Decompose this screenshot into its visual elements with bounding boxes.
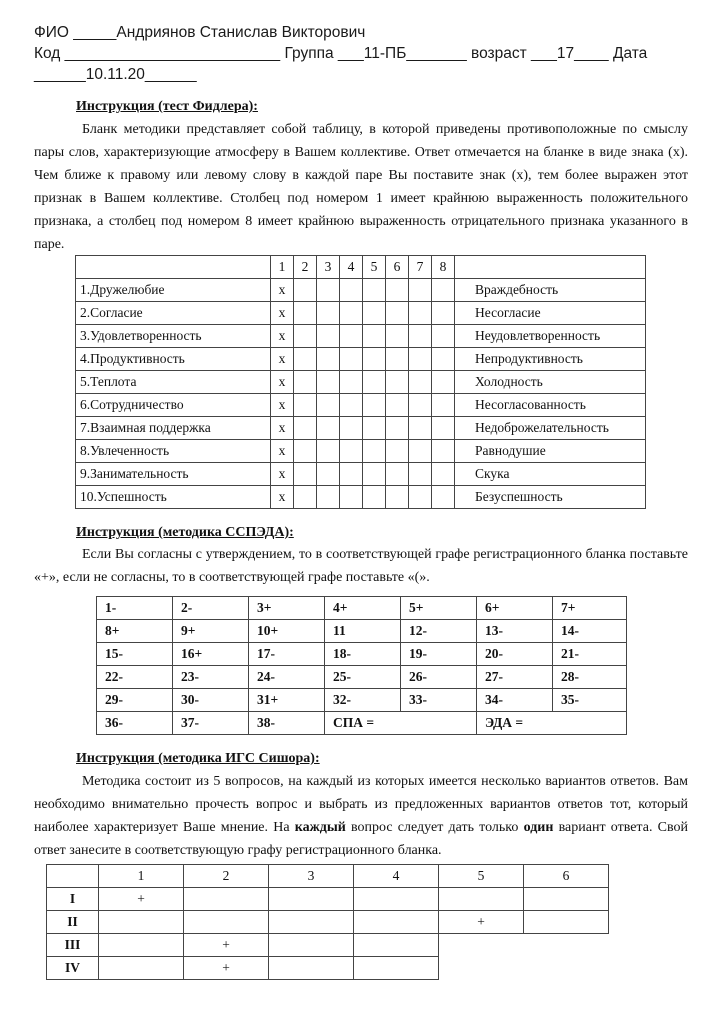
sspeda-cell[interactable]: 17- [249, 643, 325, 666]
negative-trait: Непродуктивность [455, 348, 646, 371]
sspeda-cell[interactable]: 31+ [249, 689, 325, 712]
rating-cell[interactable] [294, 348, 317, 371]
sspeda-cell[interactable]: 2- [173, 597, 249, 620]
sspeda-row [97, 643, 627, 666]
rating-cell[interactable] [294, 486, 317, 509]
sspeda-cell[interactable]: 11 [325, 620, 401, 643]
rating-cell[interactable] [386, 279, 409, 302]
rating-cell[interactable] [317, 348, 340, 371]
answer-cell[interactable] [439, 888, 524, 911]
rating-cell[interactable] [363, 325, 386, 348]
fiedler-row [76, 394, 646, 417]
column-header: 2 [294, 256, 317, 279]
sspeda-row [97, 597, 627, 620]
positive-trait: 6.Сотрудничество [76, 394, 271, 417]
rating-cell[interactable] [317, 394, 340, 417]
answer-cell[interactable]: + [439, 911, 524, 934]
answer-cell[interactable] [524, 911, 609, 934]
rating-cell[interactable] [294, 279, 317, 302]
sspeda-cell[interactable]: 18- [325, 643, 401, 666]
rating-cell[interactable] [409, 417, 432, 440]
sspeda-cell[interactable]: 36- [97, 712, 173, 735]
rating-cell[interactable] [409, 302, 432, 325]
question-label: II [47, 911, 99, 934]
age-label: возраст [471, 45, 527, 62]
fiedler-row [76, 417, 646, 440]
rating-cell[interactable] [409, 371, 432, 394]
sspeda-cell[interactable]: 24- [249, 666, 325, 689]
sspeda-cell[interactable]: 5+ [401, 597, 477, 620]
sspeda-cell[interactable]: 9+ [173, 620, 249, 643]
sspeda-cell[interactable]: 32- [325, 689, 401, 712]
igs-table [46, 864, 609, 980]
answer-cell[interactable] [99, 957, 184, 980]
rating-cell[interactable]: х [271, 371, 294, 394]
rating-cell[interactable] [340, 486, 363, 509]
rating-cell[interactable] [340, 302, 363, 325]
answer-cell[interactable] [354, 888, 439, 911]
sspeda-cell[interactable]: 33- [401, 689, 477, 712]
positive-trait: 2.Согласие [76, 302, 271, 325]
sspeda-cell[interactable]: 8+ [97, 620, 173, 643]
rating-cell[interactable] [294, 440, 317, 463]
rating-cell[interactable] [409, 279, 432, 302]
date-line: ______10.11.20______ [34, 66, 197, 83]
rating-cell[interactable] [363, 394, 386, 417]
rating-cell[interactable] [432, 371, 455, 394]
date-value: 10.11.20 [85, 66, 145, 83]
sspeda-cell[interactable]: 38- [249, 712, 325, 735]
fiedler-row [76, 486, 646, 509]
column-header: 3 [269, 865, 354, 888]
column-header: 4 [340, 256, 363, 279]
fiedler-row [76, 348, 646, 371]
fiedler-row [76, 279, 646, 302]
rating-cell[interactable] [363, 417, 386, 440]
positive-trait: 10.Успешность [76, 486, 271, 509]
sspeda-cell[interactable]: 13- [477, 620, 553, 643]
rating-cell[interactable] [386, 348, 409, 371]
sspeda-table [96, 596, 627, 735]
rating-cell[interactable] [363, 302, 386, 325]
rating-cell[interactable] [432, 463, 455, 486]
positive-trait: 9.Занимательность [76, 463, 271, 486]
rating-cell[interactable]: х [271, 348, 294, 371]
answer-cell[interactable] [99, 934, 184, 957]
sspeda-row [97, 620, 627, 643]
rating-cell[interactable]: х [271, 325, 294, 348]
rating-cell[interactable] [294, 463, 317, 486]
answer-cell[interactable] [354, 934, 439, 957]
answer-cell[interactable] [184, 911, 269, 934]
rating-cell[interactable] [386, 394, 409, 417]
rating-cell[interactable] [363, 486, 386, 509]
negative-trait: Враждебность [455, 279, 646, 302]
group-value: 11-ПБ [363, 45, 407, 62]
rating-cell[interactable]: х [271, 440, 294, 463]
answer-cell[interactable] [269, 934, 354, 957]
rating-cell[interactable]: х [271, 463, 294, 486]
sspeda-cell[interactable]: 35- [553, 689, 627, 712]
rating-cell[interactable] [432, 486, 455, 509]
column-header: 4 [354, 865, 439, 888]
answer-cell[interactable] [269, 911, 354, 934]
fiedler-row [76, 302, 646, 325]
fio-value: Андриянов Станислав Викторович [116, 24, 366, 41]
sspeda-cell[interactable]: 14- [553, 620, 627, 643]
column-header: 5 [363, 256, 386, 279]
rating-cell[interactable] [432, 279, 455, 302]
sspeda-cell[interactable]: 10+ [249, 620, 325, 643]
rating-cell[interactable] [409, 325, 432, 348]
kod-label: Код [34, 45, 61, 62]
rating-cell[interactable] [317, 325, 340, 348]
igs-row [47, 957, 609, 980]
negative-trait: Безуспешность [455, 486, 646, 509]
sspeda-cell[interactable]: 3+ [249, 597, 325, 620]
column-header: 7 [409, 256, 432, 279]
rating-cell[interactable] [294, 302, 317, 325]
sspeda-cell[interactable]: 4+ [325, 597, 401, 620]
rating-cell[interactable] [432, 302, 455, 325]
rating-cell[interactable] [363, 348, 386, 371]
rating-cell[interactable] [432, 440, 455, 463]
rating-cell[interactable] [294, 325, 317, 348]
column-header: 6 [386, 256, 409, 279]
igs-header-row [47, 865, 609, 888]
answer-cell[interactable] [184, 888, 269, 911]
sspeda-title: Инструкция (методика ССПЭДА): [76, 525, 294, 540]
answer-cell[interactable] [99, 911, 184, 934]
sspeda-cell[interactable]: 6+ [477, 597, 553, 620]
rating-cell[interactable] [363, 371, 386, 394]
sspeda-row [97, 666, 627, 689]
rating-cell[interactable]: х [271, 302, 294, 325]
rating-cell[interactable] [409, 348, 432, 371]
rating-cell[interactable]: х [271, 417, 294, 440]
sspeda-cell[interactable]: 7+ [553, 597, 627, 620]
group-label: Группа [284, 45, 334, 62]
fiedler-instructions: Бланк методики представляет собой таблицу, в которой приведены противоположные по смыслу пары слов, характеризующие атмосферу в Вашем коллективе. Ответ отмечается на бланке в виде знака (х). Чем ближе к правому или левому слову в каждой паре Вы поставите знак (х), тем более выражен этот признак в Вашем коллективе. Столбец под номером 1 имеет крайнюю выраженность положительного признака, а столбец под номером 8 имеет крайнюю выраженность отрицательного признака указанного в паре. [34, 122, 688, 252]
fiedler-row [76, 463, 646, 486]
fiedler-title: Инструкция (тест Фидлера): [76, 99, 258, 114]
sspeda-cell[interactable]: 37- [173, 712, 249, 735]
positive-trait: 1.Дружелюбие [76, 279, 271, 302]
positive-trait: 7.Взаимная поддержка [76, 417, 271, 440]
rating-cell[interactable] [340, 279, 363, 302]
date-label: Дата [612, 45, 648, 62]
rating-cell[interactable] [317, 279, 340, 302]
sspeda-cell[interactable]: 34- [477, 689, 553, 712]
column-header: 6 [524, 865, 609, 888]
answer-cell[interactable] [269, 957, 354, 980]
rating-cell[interactable] [432, 394, 455, 417]
answer-cell[interactable]: + [184, 957, 269, 980]
rating-cell[interactable] [409, 486, 432, 509]
fio-line: ФИО _____Андриянов Станислав Викторович [34, 24, 366, 41]
sspeda-cell[interactable]: 27- [477, 666, 553, 689]
positive-trait: 5.Теплота [76, 371, 271, 394]
answer-cell[interactable] [354, 957, 439, 980]
sspeda-cell[interactable]: 23- [173, 666, 249, 689]
negative-trait: Несогласие [455, 302, 646, 325]
rating-cell[interactable] [432, 417, 455, 440]
question-label: IV [47, 957, 99, 980]
answer-cell[interactable]: + [184, 934, 269, 957]
negative-trait: Недоброжелательность [455, 417, 646, 440]
sspeda-summary-row [97, 712, 627, 735]
rating-cell[interactable] [363, 440, 386, 463]
rating-cell[interactable] [340, 394, 363, 417]
rating-cell[interactable] [386, 440, 409, 463]
rating-cell[interactable] [363, 279, 386, 302]
sspeda-cell[interactable]: 21- [553, 643, 627, 666]
sspeda-cell[interactable]: 12- [401, 620, 477, 643]
sspeda-cell[interactable]: 20- [477, 643, 553, 666]
sspeda-cell[interactable]: 22- [97, 666, 173, 689]
kod-line: Код _________________________ Группа ___11-ПБ_______ возраст ___17____ Дата [34, 45, 648, 62]
rating-cell[interactable] [317, 486, 340, 509]
sspeda-cell[interactable]: 25- [325, 666, 401, 689]
eda-total[interactable]: ЭДА = [477, 712, 627, 735]
sspeda-cell[interactable]: 19- [401, 643, 477, 666]
rating-cell[interactable] [294, 371, 317, 394]
rating-cell[interactable] [409, 440, 432, 463]
sspeda-cell[interactable]: 29- [97, 689, 173, 712]
rating-cell[interactable]: х [271, 279, 294, 302]
rating-cell[interactable] [386, 325, 409, 348]
rating-cell[interactable] [409, 394, 432, 417]
fiedler-table [75, 255, 646, 509]
sspeda-cell[interactable]: 15- [97, 643, 173, 666]
negative-trait: Несогласованность [455, 394, 646, 417]
rating-cell[interactable] [340, 325, 363, 348]
rating-cell[interactable] [317, 371, 340, 394]
rating-cell[interactable] [317, 417, 340, 440]
age-value: 17 [556, 45, 575, 62]
igs-row [47, 934, 609, 957]
sspeda-cell[interactable]: 1- [97, 597, 173, 620]
positive-trait: 8.Увлеченность [76, 440, 271, 463]
sspeda-cell[interactable]: 16+ [173, 643, 249, 666]
answer-cell[interactable] [269, 888, 354, 911]
rating-cell[interactable] [340, 463, 363, 486]
sspeda-cell[interactable]: 26- [401, 666, 477, 689]
positive-trait: 3.Удовлетворенность [76, 325, 271, 348]
column-header: 2 [184, 865, 269, 888]
answer-cell[interactable] [354, 911, 439, 934]
rating-cell[interactable] [386, 417, 409, 440]
sspeda-row [97, 689, 627, 712]
spa-total[interactable]: СПА = [325, 712, 477, 735]
negative-trait: Неудовлетворенность [455, 325, 646, 348]
fiedler-header-row [76, 256, 646, 279]
rating-cell[interactable] [294, 394, 317, 417]
rating-cell[interactable] [432, 348, 455, 371]
rating-cell[interactable] [340, 417, 363, 440]
sspeda-cell[interactable]: 28- [553, 666, 627, 689]
column-header: 5 [439, 865, 524, 888]
column-header: 8 [432, 256, 455, 279]
positive-trait: 4.Продуктивность [76, 348, 271, 371]
rating-cell[interactable] [317, 440, 340, 463]
sspeda-instructions: Если Вы согласны с утверждением, то в соответствующей графе регистрационного бланка поставьте «+», если не согласны, то в соответствующей графе поставьте «(». [34, 547, 688, 585]
negative-trait: Равнодушие [455, 440, 646, 463]
column-header: 1 [271, 256, 294, 279]
answer-cell[interactable]: + [99, 888, 184, 911]
column-header: 1 [99, 865, 184, 888]
rating-cell[interactable] [386, 486, 409, 509]
rating-cell[interactable] [363, 463, 386, 486]
sspeda-cell[interactable]: 30- [173, 689, 249, 712]
negative-trait: Холодность [455, 371, 646, 394]
rating-cell[interactable] [317, 302, 340, 325]
fio-label: ФИО [34, 24, 69, 41]
rating-cell[interactable] [340, 348, 363, 371]
rating-cell[interactable]: х [271, 394, 294, 417]
igs-title: Инструкция (методика ИГС Сишора): [76, 751, 320, 766]
fiedler-row [76, 371, 646, 394]
rating-cell[interactable] [340, 440, 363, 463]
answer-cell[interactable] [524, 888, 609, 911]
rating-cell[interactable] [409, 463, 432, 486]
rating-cell[interactable] [432, 325, 455, 348]
igs-row [47, 888, 609, 911]
rating-cell[interactable] [386, 302, 409, 325]
question-label: I [47, 888, 99, 911]
rating-cell[interactable]: х [271, 486, 294, 509]
rating-cell[interactable] [340, 371, 363, 394]
rating-cell[interactable] [317, 463, 340, 486]
fiedler-row [76, 325, 646, 348]
rating-cell[interactable] [386, 371, 409, 394]
rating-cell[interactable] [386, 463, 409, 486]
negative-trait: Скука [455, 463, 646, 486]
igs-row [47, 911, 609, 934]
column-header: 3 [317, 256, 340, 279]
question-label: III [47, 934, 99, 957]
igs-instructions: Методика состоит из 5 вопросов, на каждый из которых имеется несколько вариантов ответов. Вам необходимо внимательно прочесть вопрос и выбрать из предложенных вариантов ответов тот, который наиболее характеризует Ваше мнение. На каждый вопрос следует дать только один вариант ответа. Свой ответ занесите в соответствующую графу регистрационного бланка. [34, 774, 688, 858]
fiedler-row [76, 440, 646, 463]
rating-cell[interactable] [294, 417, 317, 440]
